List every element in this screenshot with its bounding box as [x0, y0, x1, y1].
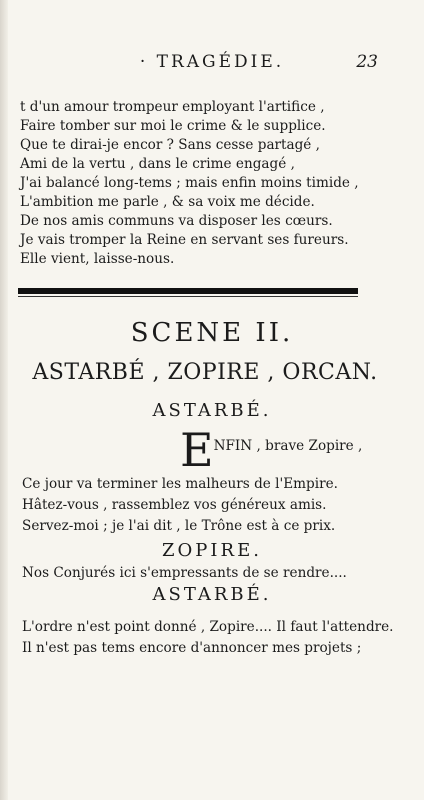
verse-line: Elle vient, laisse-nous.	[20, 251, 175, 267]
speech-line: Ce jour va terminer les malheurs de l'Empire.	[22, 476, 338, 492]
drop-cap: E	[180, 423, 214, 477]
verse-line: Faire tomber sur moi le crime & le supplice.	[20, 118, 326, 134]
verse-line: L'ambition me parle , & sa voix me décide.	[20, 194, 315, 210]
scene-title: SCENE II.	[130, 318, 294, 348]
scene-characters: ASTARBÉ , ZOPIRE , ORCAN.	[32, 360, 378, 385]
verse-line: t d'un amour trompeur employant l'artifice ,	[20, 99, 325, 115]
verse-line: De nos amis communs va disposer les cœurs.	[20, 213, 333, 229]
speech-line: Nos Conjurés ici s'empressants de se rendre....	[22, 565, 347, 581]
speech-line: Hâtez-vous , rassemblez vos généreux amis.	[22, 497, 327, 513]
opening-line	[180, 423, 363, 477]
running-head: · TRAGÉDIE.	[139, 52, 285, 72]
speaker-name: ZOPIRE.	[162, 540, 262, 561]
verse-line: J'ai balancé long-tems ; mais enfin moins timide ,	[20, 175, 359, 191]
speech-line: Servez-moi ; je l'ai dit , le Trône est à ce prix.	[22, 518, 336, 534]
speaker-name: ASTARBÉ.	[152, 584, 272, 605]
speaker-name: ASTARBÉ.	[152, 400, 272, 421]
page-number: 23	[356, 52, 378, 72]
section-rule	[18, 288, 358, 294]
verse-line: Je vais tromper la Reine en servant ses fureurs.	[20, 232, 349, 248]
opening-line-text: NFIN , brave Zopire ,	[213, 438, 363, 454]
speech-line: Il n'est pas tems encore d'annoncer mes projets ;	[22, 640, 362, 656]
speech-line: L'ordre n'est point donné , Zopire.... Il faut l'attendre.	[22, 619, 394, 635]
verse-line: Que te dirai-je encor ? Sans cesse partagé ,	[20, 137, 320, 153]
verse-line: Ami de la vertu , dans le crime engagé ,	[20, 156, 295, 172]
